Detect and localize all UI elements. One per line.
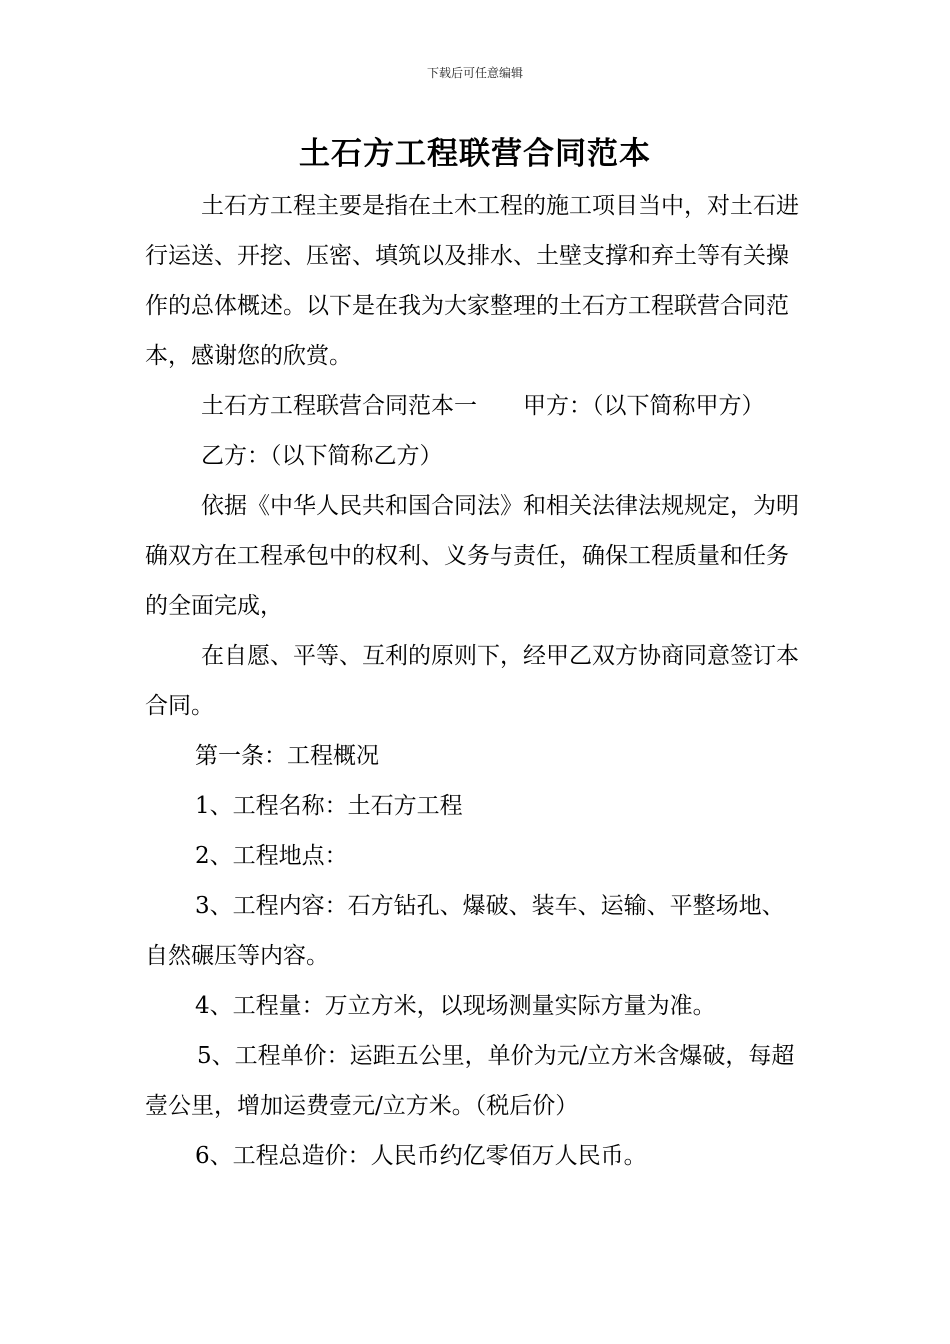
project-total-cost-item: 6、工程总造价：人民币约亿零佰万人民币。 bbox=[195, 1143, 647, 1169]
article-one-heading: 第一条：工程概况 bbox=[195, 743, 379, 769]
project-content-item: 3、工程内容：石方钻孔、爆破、装车、运输、平整场地、自然碾压等内容。 bbox=[145, 893, 785, 969]
project-quantity-item: 4、工程量：万立方米，以现场测量实际方量为准。 bbox=[195, 993, 716, 1019]
party-b-paragraph: 乙方：（以下简称乙方） bbox=[201, 443, 443, 469]
project-unit-price-item: 5、工程单价：运距五公里，单价为元/立方米含爆破，每超壹公里，增加运费壹元/立方米。（税后价） bbox=[145, 1043, 795, 1119]
legal-basis-paragraph: 依据《中华人民共和国合同法》和相关法律法规规定，为明确双方在工程承包中的权利、义务与责任，确保工程质量和任务的全面完成， bbox=[145, 493, 799, 619]
contract-parties-paragraph: 土石方工程联营合同范本一 甲方：（以下简称甲方） bbox=[201, 393, 765, 419]
project-name-item: 1、工程名称：土石方工程 bbox=[195, 793, 463, 819]
document-title: 土石方工程联营合同范本 bbox=[299, 136, 651, 172]
intro-paragraph: 土石方工程主要是指在土木工程的施工项目当中，对土石进行运送、开挖、压密、填筑以及排水、土壁支撑和弃土等有关操作的总体概述。以下是在我为大家整理的土石方工程联营合同范本，感谢您的欣赏。 bbox=[145, 193, 799, 369]
agreement-paragraph: 在自愿、平等、互利的原则下，经甲乙双方协商同意签订本合同。 bbox=[145, 643, 799, 719]
document-body bbox=[145, 181, 807, 1181]
project-location-item: 2、工程地点： bbox=[195, 843, 348, 869]
header-note: 下载后可任意编辑 bbox=[426, 66, 523, 80]
